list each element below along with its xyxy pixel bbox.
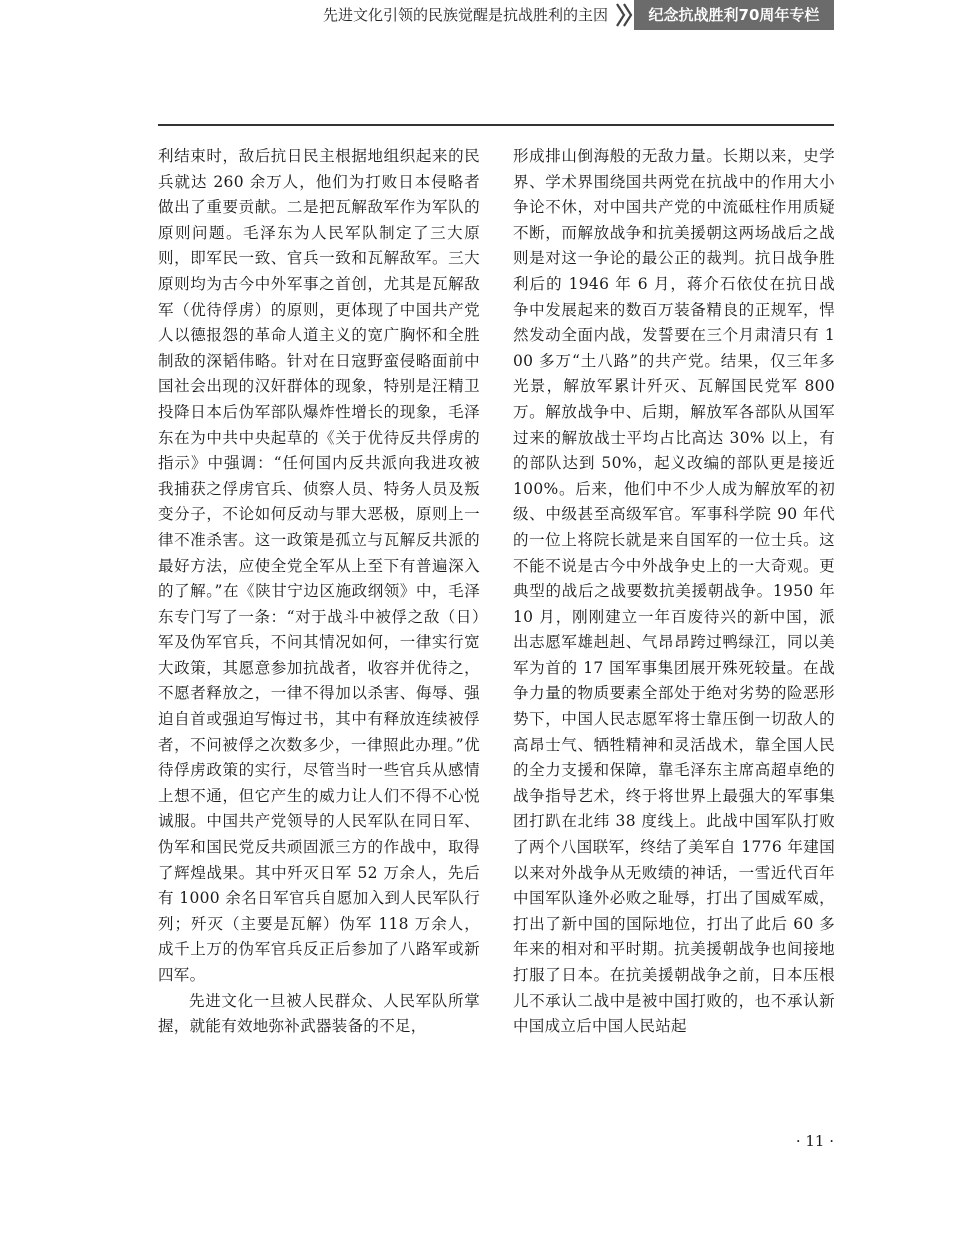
running-header bbox=[158, 94, 834, 124]
article-title: 先进文化引领的民族觉醒是抗战胜利的主因 bbox=[322, 6, 608, 24]
body-paragraph: 利结束时，敌后抗日民主根据地组织起来的民兵就达 260 余万人，他们为打败日本侵略者做出了重要贡献。二是把瓦解敌军作为军队的原则问题。毛泽东为人民军队制定了三大原则，即军民一致、官兵一致和瓦解敌军。三大原则均为古今中外军事之首创，尤其是瓦解敌军（优待俘虏）的原则，更体现了中国共产党人以德报怨的革命人道主义的宽广胸怀和全胜制敌的深韬伟略。针对在日寇野蛮侵略面前中国社会出现的汉奸群体的现象，特别是汪精卫投降日本后伪军部队爆炸性增长的现象，毛泽东在为中共中央起草的《关于优待反共俘虏的指示》中强调：“任何国内反共派向我进攻被我捕获之俘虏官兵、侦察人员、特务人员及叛变分子，不论如何反动与罪大恶极，原则上一律不准杀害。这一政策是孤立与瓦解反共派的最好方法，应使全党全军从上至下有普遍深入的了解。”在《陕甘宁边区施政纲领》中，毛泽东专门写了一条：“对于战斗中被俘之敌（日）军及伪军官兵，不问其情况如何，一律实行宽大政策，其愿意参加抗战者，收容并优待之，不愿者释放之，一律不得加以杀害、侮辱、强迫自首或强迫写悔过书，其中有释放连续被俘者，不问被俘之次数多少，一律照此办理。”优待俘虏政策的实行，尽管当时一些官兵从感情上想不通，但它产生的威力让人们不得不心悦诚服。中国共产党领导的人民军队在同日军、伪军和国民党反共顽固派三方的作战中，取得了辉煌战果。其中歼灭日军 52 万余人，先后有 1000 余名日军官兵自愿加入到人民军队行列；歼灭（主要是瓦解）伪军 118 万余人，成千上万的伪军官兵反正后参加了八路军或新四军。 bbox=[158, 147, 480, 984]
right-text-column bbox=[513, 144, 835, 1040]
double-chevron-icon bbox=[614, 0, 636, 30]
left-text-column bbox=[158, 144, 480, 1040]
body-paragraph: 形成排山倒海般的无敌力量。长期以来，史学界、学术界围绕国共两党在抗战中的作用大小争论不休，对中国共产党的中流砥柱作用质疑不断，而解放战争和抗美援朝这两场战后之战则是对这一争论的最公正的裁判。抗日战争胜利后的 1946 年 6 月，蒋介石依仗在抗日战争中发展起来的数百万装备精良的正规军，悍然发动全面内战，发誓要在三个月肃清只有 100 多万“土八路”的共产党。结果，仅三年多光景，解放军累计歼灭、瓦解国民党军 800 万。解放战争中、后期，解放军各部队从国军过来的解放战士平均占比高达 30% 以上，有的部队达到 50%，起义改编的部队更是接近 100%。后来，他们中不少人成为解放军的初级、中级甚至高级军官。军事科学院 90 年代的一位上将院长就是来自国军的一位士兵。这不能不说是古今中外战争史上的一大奇观。更典型的战后之战要数抗美援朝战争。1950 年 10 月，刚刚建立一年百废待兴的新中国，派出志愿军雄赳赳、气昂昂跨过鸭绿江，同以美军为首的 17 国军事集团展开殊死较量。在战争力量的物质要素全部处于绝对劣势的险恶形势下，中国人民志愿军将士靠压倒一切敌人的高昂士气、牺牲精神和灵活战术，靠全国人民的全力支援和保障，靠毛泽东主席高超卓绝的战争指导艺术，终于将世界上最强大的军事集团打趴在北纬 38 度线上。此战中国军队打败了两个八国联军，终结了美军自 1776 年建国以来对外战争从无败绩的神话，一雪近代百年中国军队逢外必败之耻辱，打出了国威军威，打出了新中国的国际地位，打出了此后 60 多年来的相对和平时期。抗美援朝战争也间接地打服了日本。在抗美援朝战争之前，日本压根儿不承认二战中是被中国打败的，也不承认新中国成立后中国人民站起 bbox=[513, 147, 835, 1036]
header-divider bbox=[158, 124, 834, 126]
body-paragraph: 先进文化一旦被人民群众、人民军队所掌握，就能有效地弥补武器装备的不足， bbox=[158, 991, 480, 1036]
page-number: · 11 · bbox=[795, 1132, 834, 1150]
column-name-badge: 纪念抗战胜利70周年专栏 bbox=[634, 0, 834, 30]
